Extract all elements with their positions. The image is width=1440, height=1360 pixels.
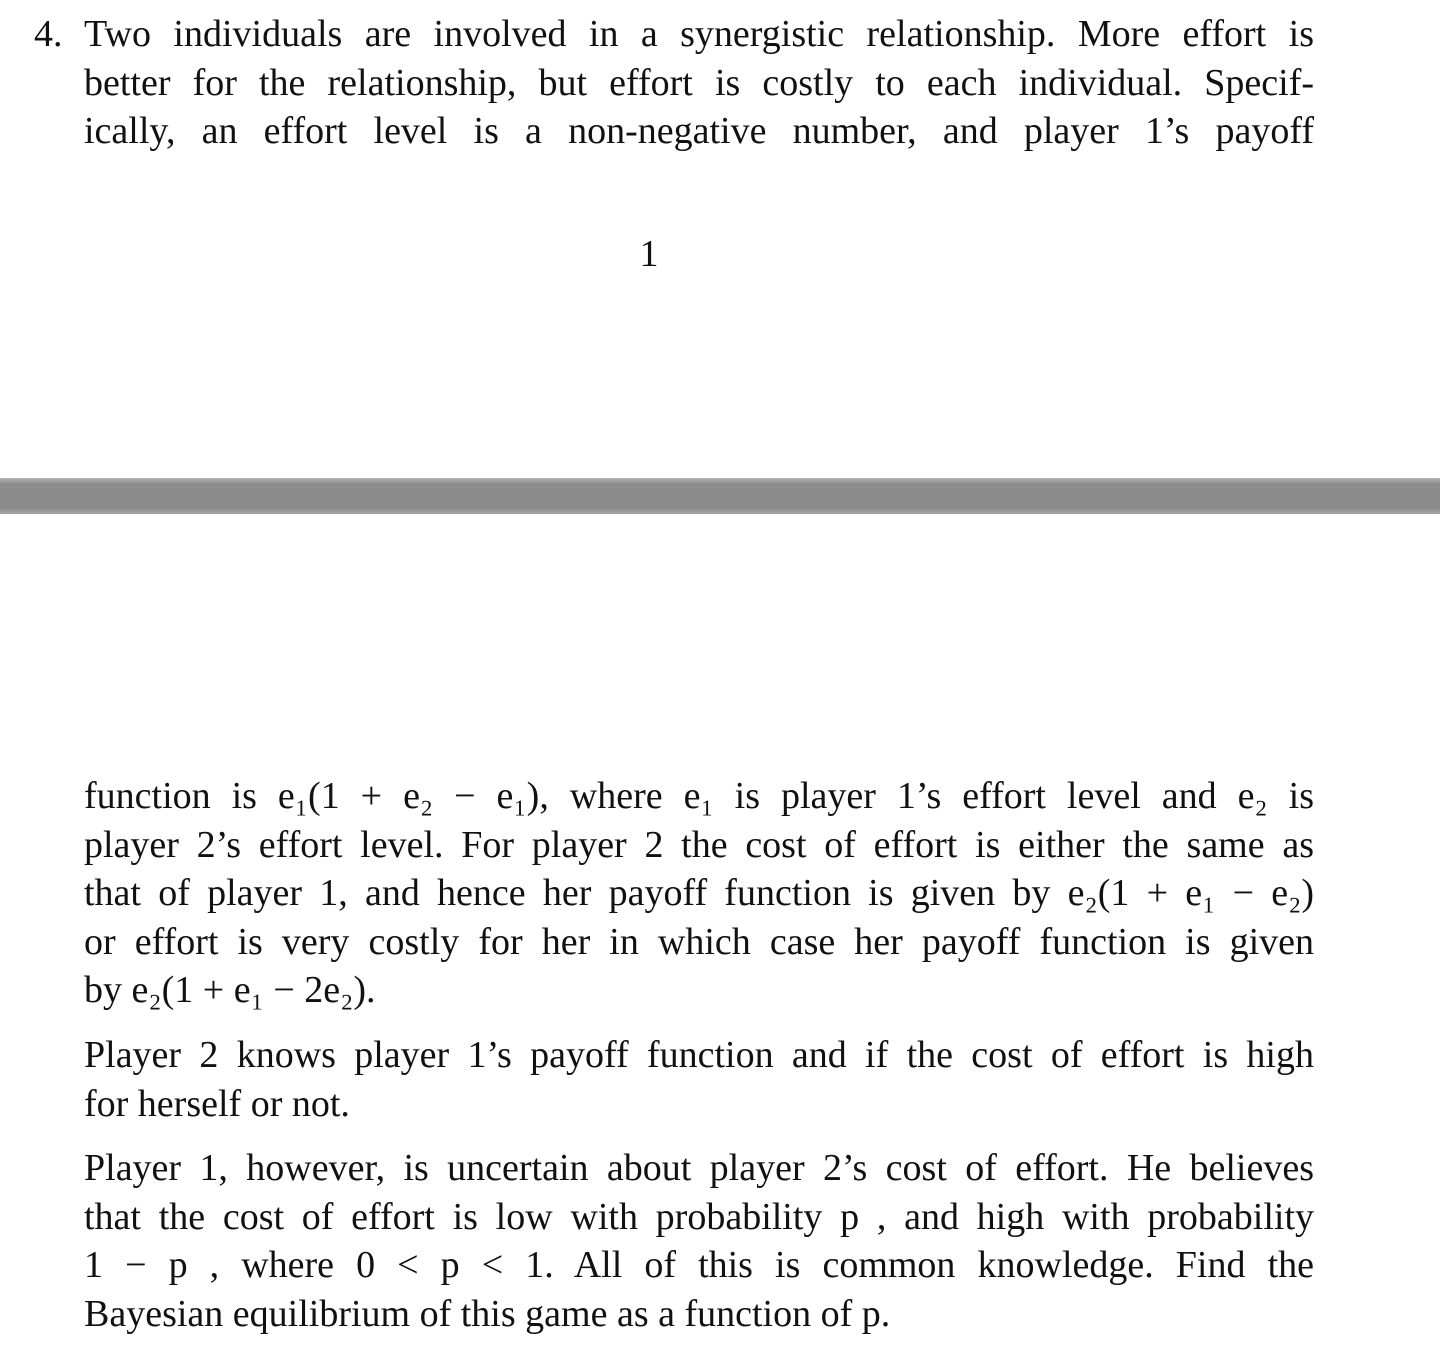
problem-paragraph-3 [84, 1031, 1314, 1128]
paragraph-line: Player 1, however, is uncertain about player 2’s cost of effort. He believes [84, 1147, 1314, 1189]
paragraph-line: function is e₁(1 + e₂ − e₁), where e₁ is player 1’s effort level and e₂ is [84, 775, 1314, 817]
paragraph-line: that of player 1, and hence her payoff function is given by e₂(1 + e₁ − e₂) [84, 872, 1314, 915]
problem-paragraph-1 [84, 10, 1314, 156]
problem-number: 4. [34, 13, 63, 55]
page-1 [0, 0, 1440, 478]
paragraph-line: player 2’s effort level. For player 2 the cost of effort is either the same as [84, 823, 1314, 866]
problem-paragraph-2 [84, 772, 1314, 1015]
paragraph-line: Two individuals are involved in a synergistic relationship. More effort is [84, 13, 1314, 55]
page-break-separator [0, 478, 1440, 514]
paragraph-line: that the cost of effort is low with probability p , and high with probability [84, 1195, 1314, 1238]
paragraph-line: ically, an effort level is a non-negative number, and player 1’s payoff [84, 110, 1314, 153]
paragraph-line: better for the relationship, but effort is costly to each individual. Specif- [84, 61, 1314, 104]
page-number: 1 [639, 233, 659, 275]
paragraph-line: by e₂(1 + e₁ − 2e₂). [84, 969, 376, 1012]
paragraph-line: or effort is very costly for her in which case her payoff function is given [84, 920, 1314, 963]
paragraph-line: 1 − p , where 0 < p < 1. All of this is common knowledge. Find the [84, 1244, 1314, 1287]
page-2 [0, 514, 1440, 1360]
problem-paragraph-4 [84, 1144, 1314, 1338]
paragraph-line: for herself or not. [84, 1082, 350, 1125]
paragraph-line: Player 2 knows player 1’s payoff function and if the cost of effort is high [84, 1034, 1314, 1076]
paragraph-line: Bayesian equilibrium of this game as a function of p. [84, 1292, 891, 1335]
